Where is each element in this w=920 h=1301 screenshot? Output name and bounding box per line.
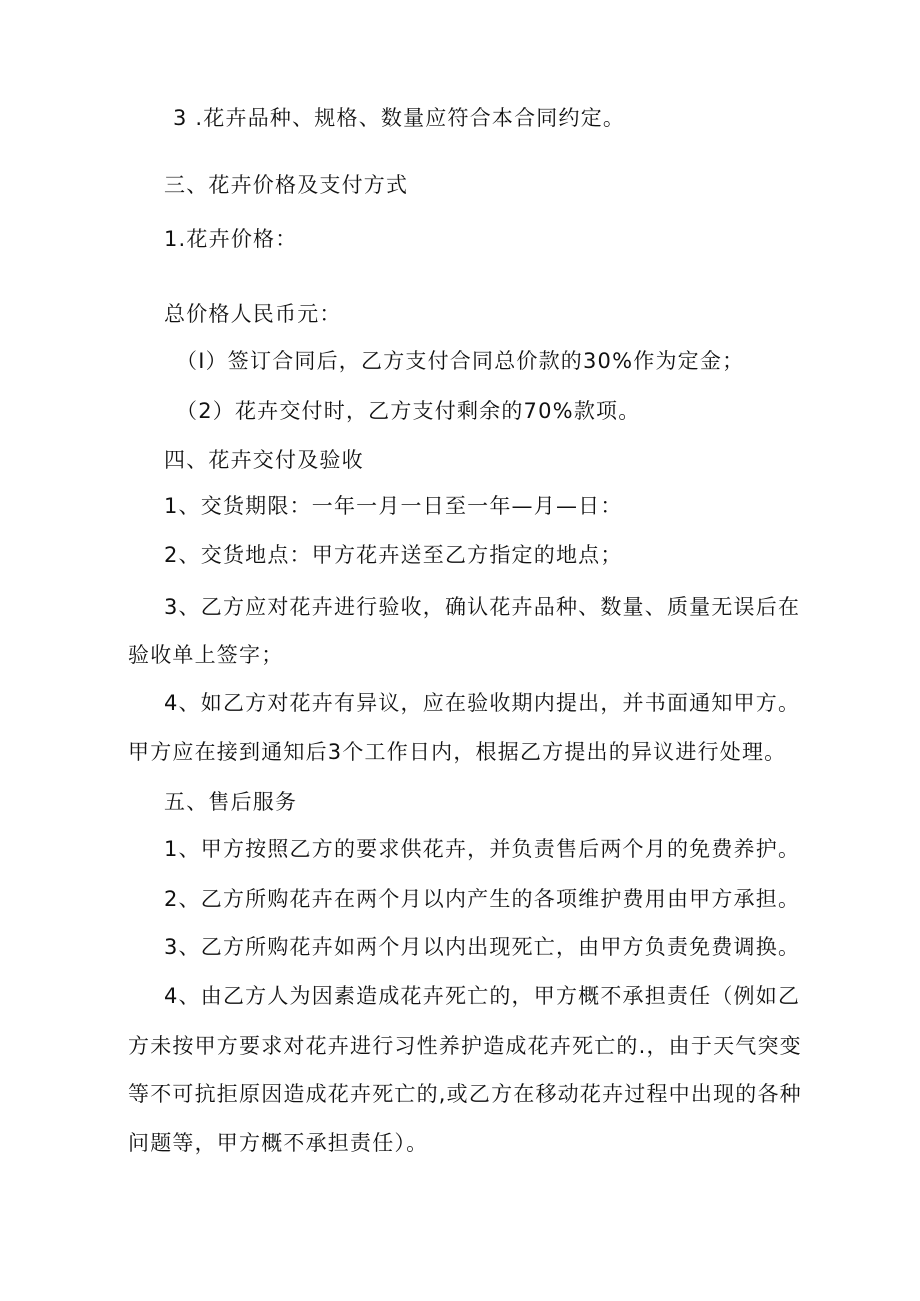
- delivery-deadline-text: 1、交货期限：一年一月一日至一年—月—日：: [164, 494, 623, 518]
- acceptance-text-line-2: 验收单上签字；: [128, 643, 284, 667]
- service-item-4-line-3: 等不可抗拒原因造成花卉死亡的,或乙方在移动花卉过程中出现的各种: [128, 1082, 802, 1106]
- objection-text-line-1: 4、如乙方对花卉有异议，应在验收期内提出，并书面通知甲方。: [164, 691, 801, 715]
- objection-text-line-2: 甲方应在接到通知后3个工作日内，根据乙方提出的异议进行处理。: [128, 740, 787, 764]
- payment-item-1: （I）签订合同后，乙方支付合同总价款的30%作为定金；: [176, 349, 745, 373]
- acceptance-text-line-1: 3、乙方应对花卉进行验收，确认花卉品种、数量、质量无误后在: [164, 595, 801, 619]
- service-item-3: 3、乙方所购花卉如两个月以内出现死亡，由甲方负责免费调换。: [164, 935, 801, 959]
- section-3-heading: 三、花卉价格及支付方式: [164, 173, 409, 197]
- service-item-1: 1、甲方按照乙方的要求供花卉，并负责售后两个月的免费养护。: [164, 837, 801, 861]
- delivery-location-text: 2、交货地点：甲方花卉送至乙方指定的地点；: [164, 543, 623, 567]
- service-item-4-line-4: 问题等，甲方概不承担责任）。: [128, 1131, 429, 1155]
- section-5-heading: 五、售后服务: [164, 790, 298, 814]
- clause-3-text: 3 .花卉品种、规格、数量应符合本合同约定。: [173, 106, 626, 130]
- service-item-4-line-1: 4、由乙方人为因素造成花卉死亡的，甲方概不承担责任（例如乙: [164, 984, 801, 1008]
- payment-item-2: （2）花卉交付时，乙方支付剩余的70%款项。: [176, 399, 641, 423]
- service-item-2: 2、乙方所购花卉在两个月以内产生的各项维护费用由甲方承担。: [164, 887, 801, 911]
- section-4-heading: 四、花卉交付及验收: [164, 448, 364, 472]
- total-price-text: 总价格人民币元：: [164, 302, 342, 326]
- service-item-4-line-2: 方未按甲方要求对花卉进行习性养护造成花卉死亡的.，由于天气突变: [128, 1034, 802, 1058]
- price-label: 1.花卉价格：: [164, 227, 298, 251]
